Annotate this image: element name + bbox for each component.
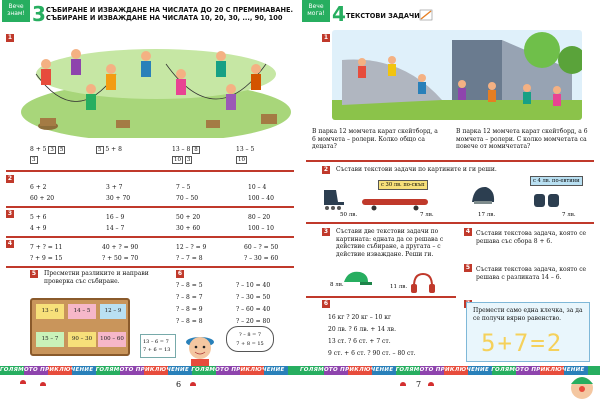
ex4-cell: 12 – ? = 9 bbox=[176, 244, 207, 251]
separator bbox=[6, 236, 294, 238]
exercise-3-number: 3 bbox=[7, 210, 13, 217]
ex5-text: Пресметни разликите и направи проверка със събиране. bbox=[44, 270, 149, 285]
board-note: 15 – 7 bbox=[36, 332, 64, 347]
ex4-cell: ? + 50 = 70 bbox=[102, 255, 139, 262]
ex6-row: 13 ст. ? 6 ст. + 7 ст. bbox=[328, 338, 391, 345]
ex4-text: Състави текстова задача, която се решава със сбора 8 + 6. bbox=[476, 230, 587, 245]
ex6-cell: ? – 10 = 40 bbox=[236, 282, 271, 289]
cork-board bbox=[30, 298, 130, 356]
cap-icon bbox=[340, 268, 374, 288]
price-label: 7 лв. bbox=[420, 212, 434, 218]
ex6-cell: ? – 8 = 5 bbox=[176, 282, 203, 289]
ex2-cell: 100 – 40 bbox=[248, 195, 274, 202]
price-label: 11 лв. bbox=[390, 284, 408, 290]
playground-drawing bbox=[16, 34, 292, 138]
exercise-2-number: 2 bbox=[7, 175, 13, 182]
ex6-cell: ? – 60 = 40 bbox=[236, 306, 271, 313]
ex6-cell: ? – 8 = 7 bbox=[176, 294, 203, 301]
badge-known: Вече знам! bbox=[2, 0, 30, 22]
separator bbox=[306, 222, 594, 224]
ex2-cell: 60 + 20 bbox=[30, 195, 55, 202]
ex1-item-3: 13 – 8 8 bbox=[172, 146, 198, 153]
knee-pads-icon bbox=[532, 192, 562, 210]
ex3-cell: 30 + 60 bbox=[176, 225, 201, 232]
ladybug-icon bbox=[40, 382, 46, 386]
exercise-3-number: 3 bbox=[323, 228, 329, 235]
ex4-cell: ? + 9 = 15 bbox=[30, 255, 63, 262]
headphones-icon bbox=[410, 272, 436, 294]
board-note: 14 – 5 bbox=[68, 304, 96, 319]
price-tag: с 30 лв. по-скъп bbox=[378, 180, 428, 190]
helmet-icon bbox=[470, 184, 496, 208]
ex2-cell: 3 + 7 bbox=[106, 184, 123, 191]
ex1-text-a: В парка 12 момчета карат скейтборд, а 6 момчета – ролери. Колко общо са децата? bbox=[312, 128, 438, 150]
ex1-text-b: В парка 12 момчета карат скейтборд, а 6 момчета – ролери. С колко момчетата са повече от момичетата? bbox=[456, 128, 588, 150]
notebook-line: 13 – 6 = 7 bbox=[143, 339, 169, 345]
price-label: 8 лв. bbox=[330, 282, 344, 288]
exercise-4-number: 4 bbox=[465, 228, 471, 235]
board-note: 12 – 9 bbox=[100, 304, 126, 319]
ex4-cell: ? – 30 = 60 bbox=[244, 255, 279, 262]
skate-park-illustration bbox=[332, 30, 582, 120]
ex1-boxes-row-2: 10 3 bbox=[174, 157, 191, 163]
ex3-cell: 50 + 20 bbox=[176, 214, 201, 221]
ladybug-icon bbox=[400, 382, 406, 386]
badge-can: Вече мога! bbox=[302, 0, 330, 22]
exercise-5-number: 5 bbox=[31, 270, 37, 277]
ex5-text: Състави текстова задача, която се решава с разликата 14 – 6. bbox=[476, 266, 587, 281]
separator bbox=[306, 296, 456, 298]
ex4-cell: 7 + ? = 11 bbox=[30, 244, 63, 251]
ex1-item-1: 8 + 5 3 5 bbox=[30, 146, 64, 153]
separator bbox=[6, 206, 294, 208]
ex2-cell: 10 – 4 bbox=[248, 184, 267, 191]
ex4-cell: 40 + ? = 90 bbox=[102, 244, 139, 251]
skate-park-drawing bbox=[332, 30, 582, 120]
footer-band: ГОЛЯМОТО ПРИКЛЮЧЕНИЕ ГОЛЯМОТО ПРИКЛЮЧЕНИЕ ГОЛЯМОТО ПРИКЛЮЧЕНИЕ bbox=[300, 366, 600, 375]
inline-skate-icon bbox=[320, 188, 348, 210]
ex2-cell: 70 – 50 bbox=[176, 195, 199, 202]
ex3-cell: 14 – 7 bbox=[106, 225, 125, 232]
lesson-title: ТЕКСТОВИ ЗАДАЧИ bbox=[346, 12, 420, 20]
exercise-6-number: 6 bbox=[177, 270, 183, 277]
ex6-row: 20 лв. ? 6 лв. + 14 лв. bbox=[328, 326, 396, 333]
matchstick-equation: 5+7=2 bbox=[481, 329, 564, 357]
page-number: 6 bbox=[176, 380, 182, 389]
ex1-boxes-row-3: 10 bbox=[238, 157, 245, 163]
ex3-cell: 5 + 6 bbox=[30, 214, 47, 221]
exercise-1-number: 1 bbox=[7, 34, 13, 41]
exercise-4-number: 4 bbox=[7, 240, 13, 247]
price-tag: с 4 лв. по-евтини bbox=[530, 176, 583, 186]
separator bbox=[306, 160, 594, 162]
ex1-item-4: 13 – 5 bbox=[236, 146, 255, 153]
ex7-text: Премести само една клечка, за да се получи вярно равенство. bbox=[473, 307, 583, 322]
pencil-icon bbox=[418, 8, 434, 22]
notebook bbox=[140, 334, 176, 358]
ex1-boxes-row: 3 bbox=[32, 157, 36, 163]
board-note: 90 – 30 bbox=[68, 332, 96, 347]
board-note: 13 – 6 bbox=[36, 304, 64, 319]
clown-mascot-icon bbox=[568, 374, 596, 402]
skateboard-icon bbox=[360, 196, 430, 212]
ex2-cell: 7 – 5 bbox=[176, 184, 191, 191]
price-label: 50 лв. bbox=[340, 212, 358, 218]
price-label: 7 лв. bbox=[562, 212, 576, 218]
ex3-cell: 16 – 9 bbox=[106, 214, 125, 221]
exercise-2-number: 2 bbox=[323, 166, 329, 173]
exercise-6-number: 6 bbox=[323, 300, 329, 307]
ex4-cell: ? – 7 = 8 bbox=[176, 255, 203, 262]
ladybug-icon bbox=[190, 382, 196, 386]
ex6-row: 16 кг ? 20 кг – 10 кг bbox=[328, 314, 392, 321]
ex6-cell: ? – 30 = 50 bbox=[236, 294, 271, 301]
ex3-cell: 80 – 20 bbox=[248, 214, 271, 221]
right-page bbox=[300, 0, 600, 404]
exercise-1-number: 1 bbox=[323, 34, 329, 41]
title-line-1: СЪБИРАНЕ И ИЗВАЖДАНЕ НА ЧИСЛАТА ДО 20 С ПРЕМИНАВАНЕ. bbox=[46, 6, 294, 14]
page-number: 7 bbox=[416, 380, 422, 389]
ex1-item-2: 5 5 + 8 bbox=[98, 146, 122, 153]
bubble-line: ? – 8 = 7 bbox=[238, 332, 262, 338]
ladybug-icon bbox=[428, 382, 434, 386]
children-jumping-rope-illustration bbox=[16, 34, 292, 138]
lesson-title bbox=[46, 6, 296, 22]
bubble-line: 7 + 8 = 15 bbox=[236, 341, 264, 347]
ex4-cell: 60 – ? = 50 bbox=[244, 244, 279, 251]
ex6-cell: ? – 8 = 8 bbox=[176, 318, 203, 325]
ex3-text: Състави две текстови задачи по картината: едната да се решава с действие събиране, а другата – с действие изваждане. Реши ги. bbox=[336, 228, 444, 258]
ex2-text: Състави текстови задачи по картините и ги реши. bbox=[336, 166, 497, 173]
ex3-cell: 4 + 9 bbox=[30, 225, 47, 232]
ex6-cell: ? – 8 = 9 bbox=[176, 306, 203, 313]
lesson-number: 3 bbox=[32, 2, 46, 26]
ladybug-icon bbox=[20, 380, 26, 384]
separator bbox=[6, 266, 294, 268]
board-note: 100 – 60 bbox=[98, 332, 126, 347]
notebook-line: 7 + 6 = 13 bbox=[143, 347, 171, 353]
separator bbox=[6, 170, 294, 172]
ex2-cell: 6 + 2 bbox=[30, 184, 47, 191]
footer-band: ГОЛЯМОТО ПРИКЛЮЧЕНИЕ ГОЛЯМОТО ПРИКЛЮЧЕНИЕ ГОЛЯМОТО ПРИКЛЮЧЕНИЕ bbox=[0, 366, 300, 375]
price-label: 17 лв. bbox=[478, 212, 496, 218]
matchstick-puzzle bbox=[466, 302, 590, 362]
exercise-5-number: 5 bbox=[465, 264, 471, 271]
ex6-cell: ? – 20 = 80 bbox=[236, 318, 271, 325]
ex6-row: 9 ст. + 6 ст. ? 90 ст. – 80 ст. bbox=[328, 350, 416, 357]
ex2-cell: 30 + 70 bbox=[106, 195, 131, 202]
title-line-2: СЪБИРАНЕ И ИЗВАЖДАНЕ НА ЧИСЛАТА 10, 20, 30, ..., 90, 100 bbox=[46, 14, 283, 22]
ex3-cell: 100 – 10 bbox=[248, 225, 274, 232]
lesson-number: 4 bbox=[332, 2, 346, 26]
speech-bubble bbox=[226, 326, 274, 352]
